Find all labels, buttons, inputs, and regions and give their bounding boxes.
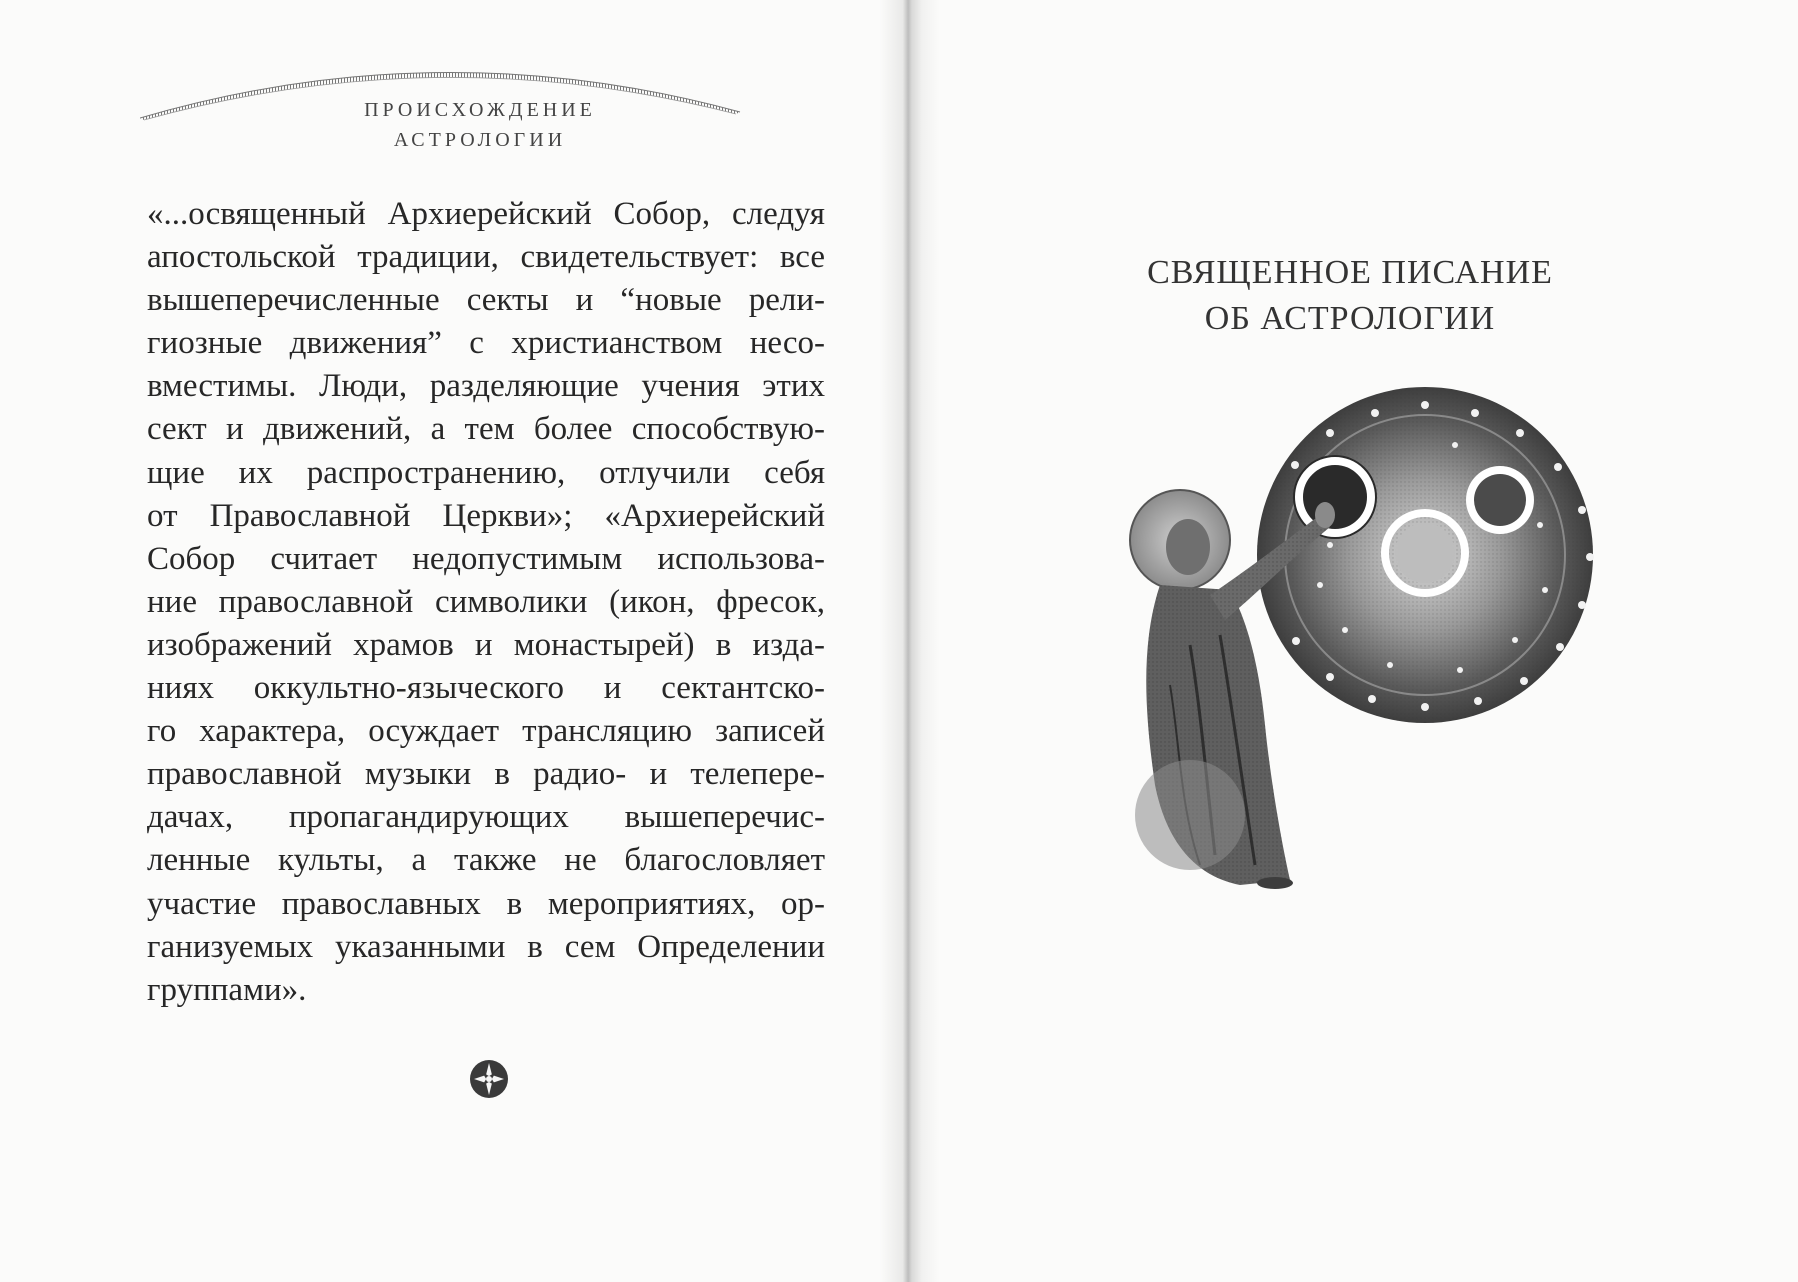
body-line: вышеперечисленные секты и “новые рели- [147,282,825,319]
body-line: дачах, пропагандирующих вышеперечис- [147,799,825,836]
body-line: го характера, осуждает трансляцию записей [147,713,825,750]
running-header [140,50,840,160]
body-line: от Православной Церкви»; «Архиерейский [147,497,825,534]
body-line: ганизуемых указанными в сем Определении [147,928,825,965]
body-line: ние православной символики (икон, фресок, [147,583,825,620]
body-line: щие их распространению, отлучили себя [147,454,825,491]
body-line: православной музыки в радио- и телепере- [147,756,825,793]
creation-of-luminaries-illustration-icon [1120,385,1610,905]
chapter-title [1120,250,1580,342]
star-ornament-icon [468,1058,510,1100]
chapter-title-line-1: СВЯЩЕННОЕ ПИСАНИЕ [1147,254,1553,291]
body-line: изображений храмов и монастырей) в изда- [147,626,825,663]
body-line: ленные культы, а также не благословляет [147,842,825,879]
body-line: сект и движений, а тем более способствую- [147,411,825,448]
chapter-title-line-2: ОБ АСТРОЛОГИИ [1204,300,1496,337]
running-header-text [140,95,820,155]
body-line: вместимы. Люди, разделяющие учения этих [147,368,825,405]
running-header-line-2: АСТРОЛОГИИ [393,129,567,151]
body-text [147,193,825,1012]
body-line: Собор считает недопустимым использова- [147,540,825,577]
book-gutter [880,0,940,1282]
body-line: группами». [147,971,307,1008]
body-line: участие православных в мероприятиях, ор- [147,885,825,922]
running-header-line-1: ПРОИСХОЖДЕНИЕ [364,99,596,121]
body-line: «...освященный Архиерейский Собор, следуя [147,196,825,232]
body-line: ниях оккультно-языческого и сектантско- [147,670,825,707]
body-line: апостольской традиции, свидетельствует: все [147,239,825,276]
body-line: гиозные движения” с христианством несо- [147,325,825,362]
